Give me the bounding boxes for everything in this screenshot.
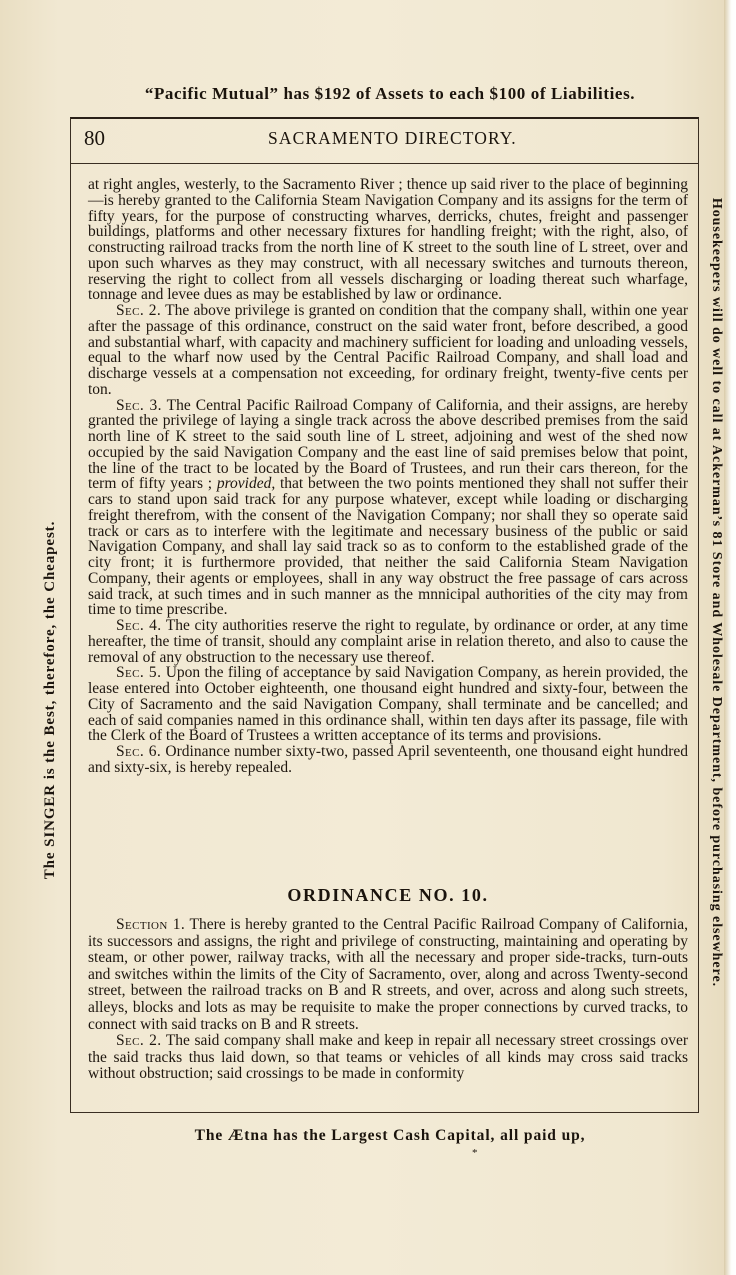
section-label: Section 1. bbox=[116, 916, 186, 933]
right-margin-advertisement: Housekeepers will do well to call at Ackerman’s 81 Store and Wholesale Department, before purchasing elsewhere. bbox=[709, 197, 724, 988]
section-label: Sec. 4. bbox=[116, 617, 162, 634]
section-text: that between the two points mentioned they shall not suffer their cars to stand upon said track for any purpose whatever, except while loading or discharging freight therefrom, with the consent of the Navigation Company; nor shall they so operate said track or cars as to interfere with the legitimate and necessary business of the public or said Navigation Company, and shall lay said track so as to conform to the established grade of the city front; it is furthermore provided, that neither the said California Steam Navigation Company, their agents or employees, shall in any way obstruct the free passage of cars across said track, at such times and in such manner as the mnnicipal authorities of the city may from time to time prescribe. bbox=[88, 475, 689, 619]
running-head-title: SACRAMENTO DIRECTORY. bbox=[268, 128, 517, 148]
page-number: 80 bbox=[84, 126, 105, 150]
left-margin-advertisement: The SINGER is the Best, therefore, the Cheapest. bbox=[42, 520, 58, 880]
section-text: Ordinance number sixty-two, passed April seventeenth, one thousand eight hundred and sixty-six, is hereby repealed. bbox=[88, 743, 689, 776]
section-paragraph bbox=[88, 303, 688, 398]
book-spine-edge bbox=[724, 0, 736, 1275]
section-text: Upon the filing of acceptance by said Navigation Company, as herein provided, the lease entered into October eighteenth, one thousand eight hundred and sixty-four, between the City of Sacramento and the said Navigation Company, shall terminate and be cancelled; and each of said companies named in this ordinance shall, within ten days after its passage, file with the Clerk of the Board of Trustees a written acceptance of its terms and provisions. bbox=[88, 664, 688, 745]
section-text: There is hereby granted to the Central Pacific Railroad Company of California, its successors and assigns, the right and privilege of constructing, maintaining and operating by steam, or other power, railway tracks, with all the necessary and proper side-tracks, turn-outs and switches within the limits of the City of Sacramento, over, along and across Twenty-second street, between the railroad tracks on B and R streets, and over, across and along such streets, alleys, blocks and lots as may be requisite to make the proper connections by curved tracks, to connect with said tracks on B and R streets. bbox=[88, 916, 688, 1033]
section-text: The said company shall make and keep in repair all necessary street crossings over the said tracks thus laid down, so that teams or vehicles of all kinds may cross said tracks without obstruction; said crossings to be made in conformity bbox=[88, 1032, 689, 1083]
ordinance-heading: ORDINANCE NO. 10. bbox=[287, 885, 489, 905]
ordinance-continuation-text bbox=[88, 177, 688, 776]
bottom-margin-advertisement: The Ætna has the Largest Cash Capital, all paid up, bbox=[194, 1127, 586, 1144]
section-text: The city authorities reserve the right to regulate, by ordinance or order, at any time hereafter, the time of transit, should any complaint arise in relation thereto, and also to cause the removal of any obstruction to the necessary use thereof. bbox=[88, 617, 688, 666]
section-paragraph bbox=[88, 618, 688, 665]
section-italic-text: provided, bbox=[216, 475, 276, 493]
section-paragraph bbox=[88, 398, 688, 619]
section-label: Sec. 2. bbox=[116, 302, 162, 319]
section-text: The Central Pacific Railroad Company of California, and their assigns, are hereby granted the privilege of laying a single track across the above described premises from the said north line of K street to the said south line of L street, adjoining and west of the shed now occupied by the said Navigation Company and the east line of said premises below that point, the line of the tract to be located by the Board of Trustees, and run their cars thereon, for the term of fifty years ; bbox=[88, 396, 688, 493]
section-paragraph bbox=[88, 744, 688, 776]
printer-mark: * bbox=[472, 1147, 478, 1159]
top-margin-advertisement: “Pacific Mutual” has $192 of Assets to each $100 of Liabilities. bbox=[144, 84, 636, 103]
section-paragraph bbox=[88, 917, 688, 1033]
section-text: The above privilege is granted on condition that the company shall, within one year after the passage of this ordinance, construct on the said water front, before described, a good and substantial wharf, with capacity and machinery sufficient for loading and unloading vessels, equal to the wharf now used by the Central Pacific Railroad Company, and shall load and discharge vessels at a compensation not exceeding, for ordinary freight, twenty-five cents per ton. bbox=[88, 302, 688, 398]
section-paragraph bbox=[88, 665, 688, 744]
ordinance-ten-text bbox=[88, 917, 688, 1083]
section-label: Sec. 2. bbox=[116, 1032, 162, 1050]
header-rule bbox=[70, 163, 699, 164]
section-paragraph bbox=[88, 1033, 688, 1083]
section-label: Sec. 5. bbox=[116, 664, 162, 682]
section-label: Sec. 6. bbox=[116, 743, 162, 760]
continuation-paragraph: at right angles, westerly, to the Sacramento River ; thence up said river to the place of beginning—is hereby granted to the California Steam Navigation Company and its assigns for the term of fifty years, for the purpose of constructing wharves, derricks, chutes, freight and passenger buildings, platforms and other necessary fixtures for handling freight; with the right, also, of constructing railroad tracks from the north line of K street to the south line of L street, over and upon such wharves as they may construct, with all necessary switches and turnouts thereon, reserving the right to collect from all vessels discharging or loading thereat such wharfage, tonnage and levee dues as may be established by law or ordinance. bbox=[88, 176, 688, 304]
section-label: Sec. 3. bbox=[116, 396, 162, 414]
